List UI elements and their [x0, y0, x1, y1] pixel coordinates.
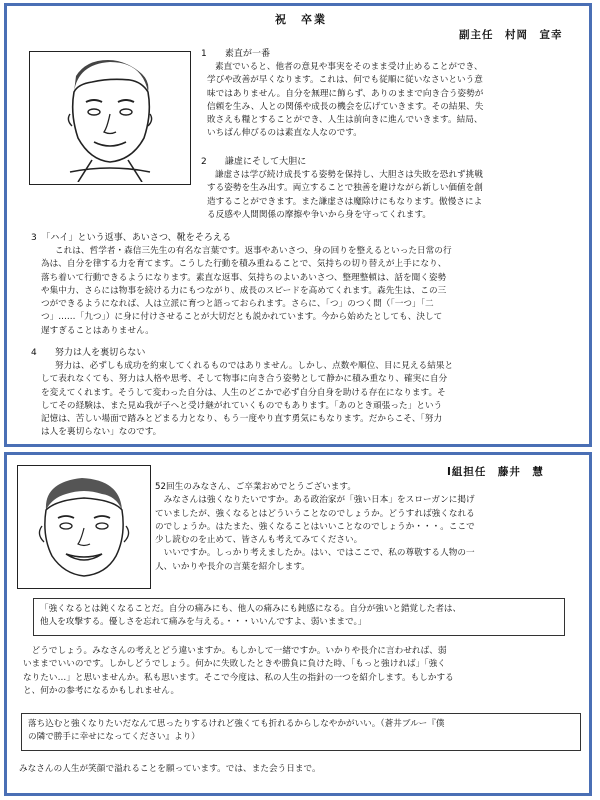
text-line: これは、哲学者・森信三先生の有名な言葉です。返事やあいさつ、身の回りを整えるといった日常の行	[55, 246, 452, 256]
quote-box-aoi-blue	[21, 713, 581, 751]
text-line: 素直でいると、他者の意見や事実をそのまま受け止めることができ、	[215, 62, 483, 72]
text-line: 52回生のみなさん、ご卒業おめでとうございます。	[155, 482, 357, 492]
text-line: や集中力、さらには物事を続ける力にもつながり、成長のスピードを高めてくれます。森先生は、この三	[41, 285, 447, 296]
text-line: する姿勢を生み出す。両立することで独善を避けながら新しい価値を創	[207, 183, 483, 194]
text-line: 為は、自分を律する力を育てます。こうした行動を積み重ねることで、気持ちの切り替えが上手になり、	[41, 259, 447, 270]
text-line: 学びや改善が早くなります。これは、何でも従順に従いなさいという意	[207, 75, 483, 86]
section-3-body	[41, 245, 452, 338]
text-line: を変えてくれます。そうして変わった自分は、人生のどこかで必ず自分自身を助ける存在になります。そ	[41, 387, 446, 398]
text-line: いままでいいのです。しかしどうでしょう。何かに失敗したときや勝負に負けた時、「もっと強ければ」「強く	[23, 659, 446, 670]
teacher-portrait-sketch	[17, 465, 151, 589]
text-line: 敗さえも糧とすることができ、人生は前向きに進んでいきます。結局、	[207, 115, 483, 126]
section-1-body	[207, 61, 484, 141]
text-line: ていましたが、強くなるとはどういうことなのでしょうか。どうすれば強くなれる	[155, 508, 475, 519]
message-panel-class1-homeroom	[4, 452, 592, 796]
text-line: して表れなくても、努力は人格や思考、そして物事に向き合う姿勢として静かに積み重なり、確実に自分	[41, 374, 448, 385]
section-4-heading: 4 努力は人を裏切らない	[31, 348, 146, 358]
text-line: 造することができます。また謙虚さは魔除けにもなります。傲慢さによ	[207, 196, 483, 207]
message-panel-vice-homeroom	[4, 3, 592, 447]
text-line: 人、いかりや長介の言葉を紹介します。	[155, 561, 310, 572]
text-line: 落ち込むと強くなりたいだなんて思ったりするけれど強くても折れるからしなやかがいい。（蒼井ブルー『僕	[28, 719, 445, 729]
section-2-heading: 2 謙虚にそして大胆に	[201, 157, 307, 167]
portrait-drawing	[18, 466, 148, 586]
text-line: と、何かの参考になるかもしれません。	[23, 685, 180, 696]
text-line: どうでしょう。みなさんの考えとどう違いますか。もしかして一緒ですか。いかりや長介に言わせれば、弱	[23, 646, 447, 656]
text-line: のでしょうか。はたまた、強くなることはいいことなのでしょうか・・・。ここで	[155, 521, 475, 532]
text-line: 記憶は、苦しい場面で踏みとどまる力となり、もう一度やり直す勇気にもなります。だからこそ、「努力	[41, 414, 443, 425]
page-title: 祝 卒業	[275, 13, 327, 26]
text-line: 遅すぎることはありません。	[41, 325, 154, 336]
text-line: つができるようになれば、人は立派に育つと語っておられます。さらに、「つ」のつく間（「一つ」「二	[41, 299, 434, 310]
teacher-portrait-sketch	[29, 51, 191, 185]
text-line: る反感や人間関係の摩擦や争いから身を守ってくれます。	[207, 209, 432, 220]
text-line: 少し読むのを止めて、皆さんも考えてみてください。	[155, 535, 363, 546]
intro-text	[155, 481, 475, 574]
text-line: 努力は、必ずしも成功を約束してくれるものではありません。しかし、点数や順位、目に見える結果と	[55, 361, 454, 371]
text-line: 他人を攻撃する。優しさを忘れて痛みを与える。・・・いいんですよ、弱いままで。」	[40, 617, 367, 628]
author-name: 副主任 村岡 宣幸	[459, 29, 563, 41]
section-1-heading: 1 素直が一番	[201, 49, 271, 59]
text-line: の隣で勝手に幸せになってください』より）	[28, 732, 200, 743]
text-line: 味ではありません。自分を無理に飾らず、ありのままで向き合う姿勢が	[207, 88, 484, 99]
portrait-drawing	[30, 52, 188, 182]
text-line: 謙虚さは学び続け成長する姿勢を保持し、大胆さは失敗を恐れず挑戦	[215, 170, 483, 180]
text-line: いいですか。しっかり考えましたか。はい、ではここで、私の尊敬する人物の一	[155, 548, 475, 559]
text-line: つ」……「九つ」）に身に付けさせることが大切だとも説かれています。今から始めたとしても、決して	[41, 312, 443, 323]
section-4-body	[41, 360, 454, 440]
section-3-heading: 3 「ハイ」という返事、あいさつ、靴をそろえる	[31, 233, 232, 243]
text-line: 落ち着いて行動できるようになります。素直な返事、気持ちのよいあいさつ、整理整頓は、話を聞く姿勢	[41, 272, 447, 283]
text-line: 「強くなるとは鈍くなることだ。自分の痛みにも、他人の痛みにも鈍感になる。自分が強いと錯覚した者は、	[40, 604, 462, 614]
closing-text: みなさんの人生が笑顔で溢れることを願っています。では、また会う日まで。	[19, 764, 321, 774]
text-line: は人を裏切らない」なのです。	[41, 427, 162, 438]
text-line: いちばん伸びるのは素直な人なのです。	[207, 128, 362, 139]
author-name: Ⅰ組担任 藤井 慧	[447, 466, 544, 478]
text-line: 信頼を生み、人との関係や成長の機会を広げていきます。その結果、失	[207, 101, 484, 112]
text-line: なりたい…」と思いませんか。私も思います。そこで今度は、私の人生の指針の一つを紹介します。もしかする	[23, 672, 454, 683]
quote-box-ikariya	[33, 598, 565, 636]
middle-text	[23, 645, 454, 698]
text-line: みなさんは強くなりたいですか。ある政治家が「強い日本」をスローガンに掲げ	[155, 495, 475, 506]
section-2-body	[207, 169, 483, 222]
text-line: してその経験は、また見ぬ我が子へと受け継がれていくものでもあります。「あのとき頑張った」という	[41, 400, 443, 411]
